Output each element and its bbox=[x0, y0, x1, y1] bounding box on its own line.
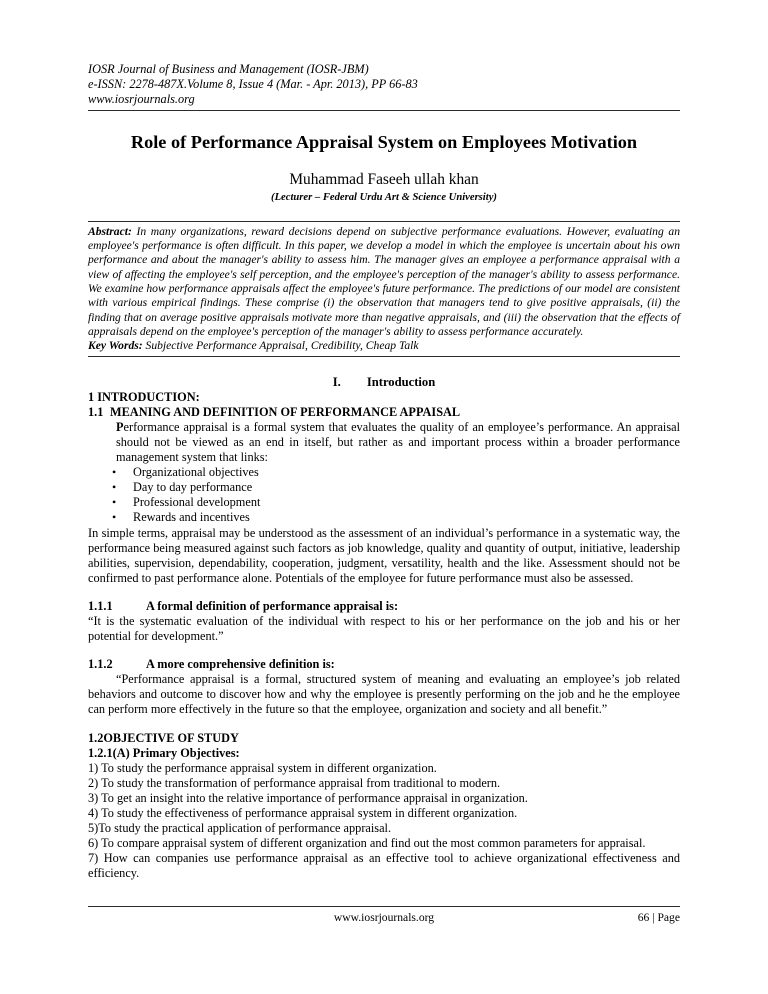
journal-website: www.iosrjournals.org bbox=[88, 92, 195, 107]
objectives-list bbox=[88, 761, 680, 882]
list-item: 4) To study the effectiveness of performance appraisal system in different organization. bbox=[88, 806, 518, 821]
page-title: Role of Performance Appraisal System on Employees Motivation bbox=[130, 131, 638, 152]
paragraph-appraisal-simple-terms: In simple terms, appraisal may be understood as the assessment of an individual’s performance in a systematic way, the performance being measured against such factors as job knowledge, quality and quantity of output, initiative, leadership abilities, supervision, dependability, cooperation, judgment, versatility, health and the like. Assessment should not be confirmed to past performance alone. Potentials of the employee for future performance must also be assessed. bbox=[88, 525, 680, 585]
list-item: 6) To compare appraisal system of different organization and find out the most common parameters for appraisal. bbox=[88, 836, 646, 851]
list-item: • Organizational objectives bbox=[88, 465, 680, 480]
heading-1-1-2-text: A more comprehensive definition is: bbox=[146, 657, 335, 672]
heading-1-1-1-number: 1.1.1 bbox=[88, 598, 113, 613]
document-page bbox=[88, 62, 680, 882]
list-item: • Professional development bbox=[88, 495, 680, 510]
list-item: 7) How can companies use performance appraisal as an effective tool to achieve organizational effectiveness and efficiency. bbox=[88, 851, 680, 881]
paragraph-1-text: erformance appraisal is a formal system that evaluates the quality of an employee’s performance. An appraisal should not be viewed as an end in itself, but rather as and important process within a broader performance management system that links: bbox=[116, 419, 680, 465]
paragraph-comprehensive-definition-quote: “Performance appraisal is a formal, structured system of meaning and evaluating an employee’s job related behaviors and outcome to discover how and why the employee is presently performing on the job and he the employee can perform more effectively in the future so that the employee, organization and society and all benefit.” bbox=[88, 672, 680, 717]
author-name: Muhammad Faseeh ullah khan bbox=[289, 170, 479, 188]
spacer bbox=[88, 644, 680, 657]
journal-masthead bbox=[88, 62, 680, 111]
abstract-text bbox=[88, 225, 680, 340]
heading-1-2-1-primary-objectives: 1.2.1(A) Primary Objectives: bbox=[88, 745, 240, 760]
paragraph-lead-letter: P bbox=[116, 419, 124, 434]
heading-1-1-number: 1.1 bbox=[88, 404, 104, 419]
heading-1-1-text: MEANING AND DEFINITION OF PERFORMANCE APPAISAL bbox=[110, 404, 461, 419]
list-item: • Day to day performance bbox=[88, 480, 680, 495]
footer-inner bbox=[88, 910, 680, 925]
list-item: 2) To study the transformation of performance appraisal from traditional to modern. bbox=[88, 775, 501, 790]
paragraph-performance-appraisal-definition bbox=[116, 420, 680, 465]
paragraph-formal-definition-quote: “It is the systematic evaluation of the individual with respect to his or her performance on the job and his or her potential for development.” bbox=[88, 614, 680, 644]
heading-1-1-2-number: 1.1.2 bbox=[88, 657, 113, 672]
heading-1-1-1-text: A formal definition of performance appraisal is: bbox=[146, 598, 399, 613]
keywords-label: Key Words: bbox=[88, 339, 143, 353]
heading-1-2-objective-of-study: 1.2OBJECTIVE OF STUDY bbox=[88, 730, 239, 745]
heading-1-introduction: 1 INTRODUCTION: bbox=[88, 389, 200, 404]
footer-page-number: 66 | Page bbox=[637, 911, 680, 924]
journal-issue-info: e-ISSN: 2278-487X.Volume 8, Issue 4 (Mar. - Apr. 2013), PP 66-83 bbox=[88, 77, 418, 92]
heading-1-1-meaning-definition bbox=[88, 405, 680, 420]
abstract-label: Abstract: bbox=[88, 224, 132, 238]
journal-name: IOSR Journal of Business and Management (IOSR-JBM) bbox=[88, 62, 369, 76]
footer-journal-url: www.iosrjournals.org bbox=[333, 911, 435, 924]
abstract-block bbox=[88, 221, 680, 357]
section-title: Introduction bbox=[366, 374, 436, 389]
list-item: 3) To get an insight into the relative importance of performance appraisal in organization. bbox=[88, 790, 528, 805]
author-affiliation: (Lecturer – Federal Urdu Art & Science University) bbox=[271, 191, 497, 203]
section-heading-introduction bbox=[88, 374, 680, 390]
bullet-list-links bbox=[88, 465, 680, 525]
list-item: 5)To study the practical application of performance appraisal. bbox=[88, 821, 392, 836]
abstract-body-text: In many organizations, reward decisions depend on subjective performance evaluations. However, evaluating an employee's performance is often difficult. In this paper, we develop a model in which the employee is uncertain about his own performance and about the manager's ability to assess him. The manager gives an employee a performance appraisal with a view of affecting the employee's self perception, and the employee's perception of the manager's ability to assess performance. We examine how performance appraisals affect the employee's future performance. The predictions of our model are consistent with various empirical findings. These comprise (i) the observation that managers tend to give positive appraisals, (ii) the finding that on average positive appraisals motivate more than negative appraisals, and (iii) the observation that the effects of appraisals depend on the employee's perception of the manager's ability to assess performance accurately. bbox=[88, 224, 680, 339]
spacer bbox=[88, 586, 680, 599]
keywords-line bbox=[88, 339, 680, 353]
list-item: • Rewards and incentives bbox=[88, 510, 680, 525]
page-footer bbox=[88, 906, 680, 925]
list-item: 1) To study the performance appraisal system in different organization. bbox=[88, 760, 437, 775]
heading-1-1-1-formal-definition bbox=[88, 599, 680, 614]
section-number: I. bbox=[332, 374, 341, 389]
heading-1-1-2-comprehensive-definition bbox=[88, 657, 680, 672]
keywords-text: Subjective Performance Appraisal, Credibility, Cheap Talk bbox=[142, 339, 419, 353]
spacer bbox=[88, 718, 680, 731]
